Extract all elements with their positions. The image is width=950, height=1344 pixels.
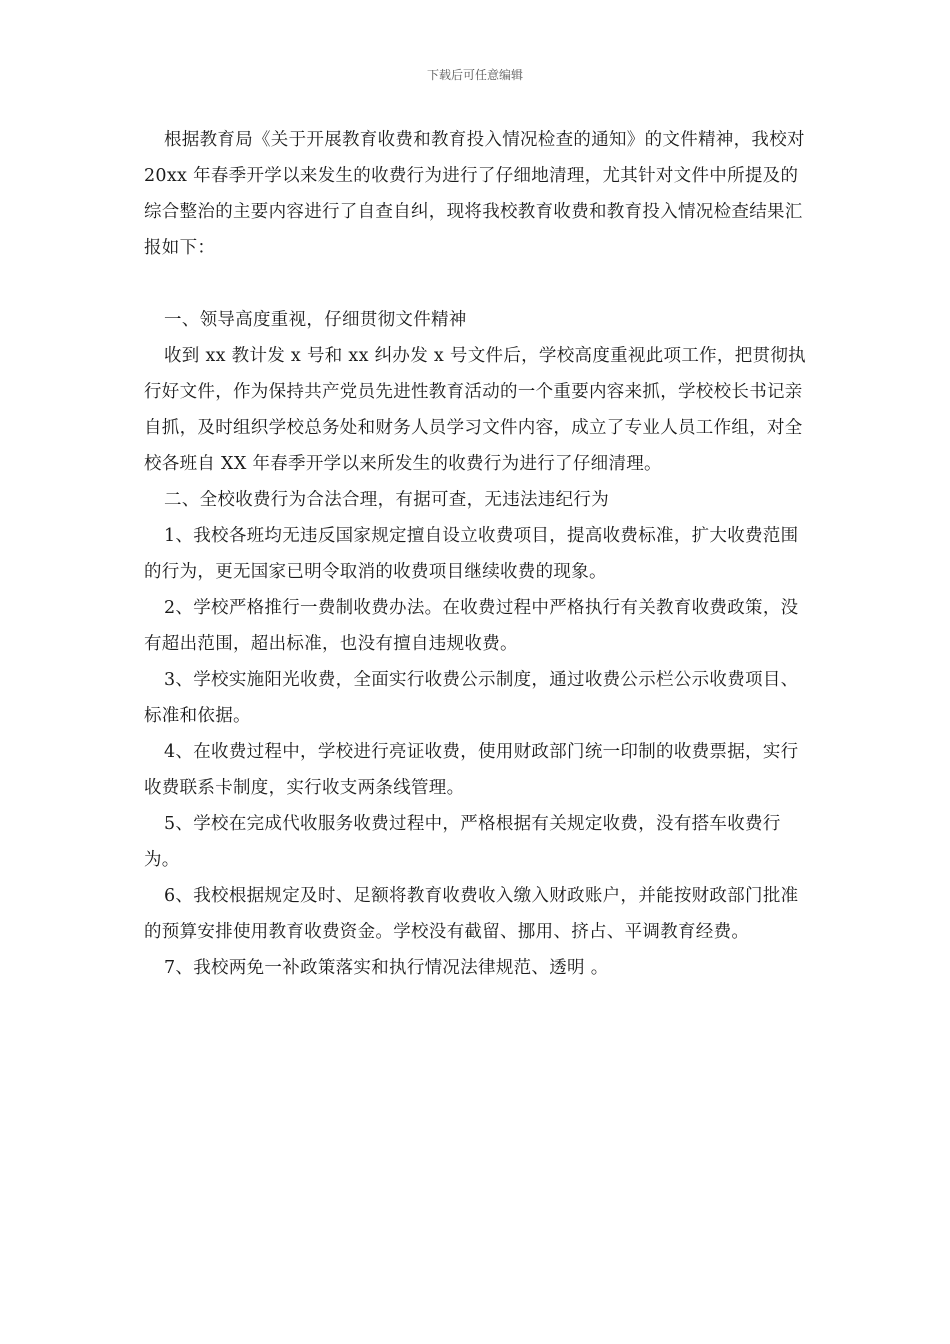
list-item-2: 2、学校严格推行一费制收费办法。在收费过程中严格执行有关教育收费政策，没有超出范围，超出标准，也没有擅自违规收费。 xyxy=(144,598,799,654)
document-body xyxy=(144,122,816,986)
list-item-5: 5、学校在完成代收服务收费过程中，严格根据有关规定收费，没有搭车收费行为。 xyxy=(144,814,781,870)
paragraph-spacer xyxy=(144,266,816,302)
list-item-7: 7、我校两免一补政策落实和执行情况法律规范、透明 。 xyxy=(164,958,609,978)
list-item-3: 3、学校实施阳光收费，全面实行收费公示制度，通过收费公示栏公示收费项目、标准和依据。 xyxy=(144,670,799,726)
section-1-heading: 一、领导高度重视，仔细贯彻文件精神 xyxy=(164,310,467,330)
section-1-paragraph: 收到 xx 教计发 x 号和 xx 纠办发 x 号文件后，学校高度重视此项工作，把贯彻执行好文件，作为保持共产党员先进性教育活动的一个重要内容来抓，学校校长书记亲自抓，及时组织学校总务处和财务人员学习文件内容，成立了专业人员工作组，对全校各班自 XX 年春季开学以来所发生的收费行为进行了仔细清理。 xyxy=(144,346,806,474)
intro-paragraph: 根据教育局《关于开展教育收费和教育投入情况检查的通知》的文件精神，我校对 20xx 年春季开学以来发生的收费行为进行了仔细地清理，尤其针对文件中所提及的综合整治的主要内容进行了自查自纠，现将我校教育收费和教育投入情况检查结果汇报如下： xyxy=(144,130,805,258)
list-item-1: 1、我校各班均无违反国家规定擅自设立收费项目，提高收费标准，扩大收费范围的行为，更无国家已明令取消的收费项目继续收费的现象。 xyxy=(144,526,799,582)
page-header: 下载后可任意编辑 xyxy=(426,68,523,82)
list-item-4: 4、在收费过程中，学校进行亮证收费，使用财政部门统一印制的收费票据，实行收费联系卡制度，实行收支两条线管理。 xyxy=(144,742,799,798)
section-2-heading: 二、全校收费行为合法合理，有据可查，无违法违纪行为 xyxy=(164,490,609,510)
list-item-6: 6、我校根据规定及时、足额将教育收费收入缴入财政账户，并能按财政部门批准的预算安排使用教育收费资金。学校没有截留、挪用、挤占、平调教育经费。 xyxy=(144,886,799,942)
